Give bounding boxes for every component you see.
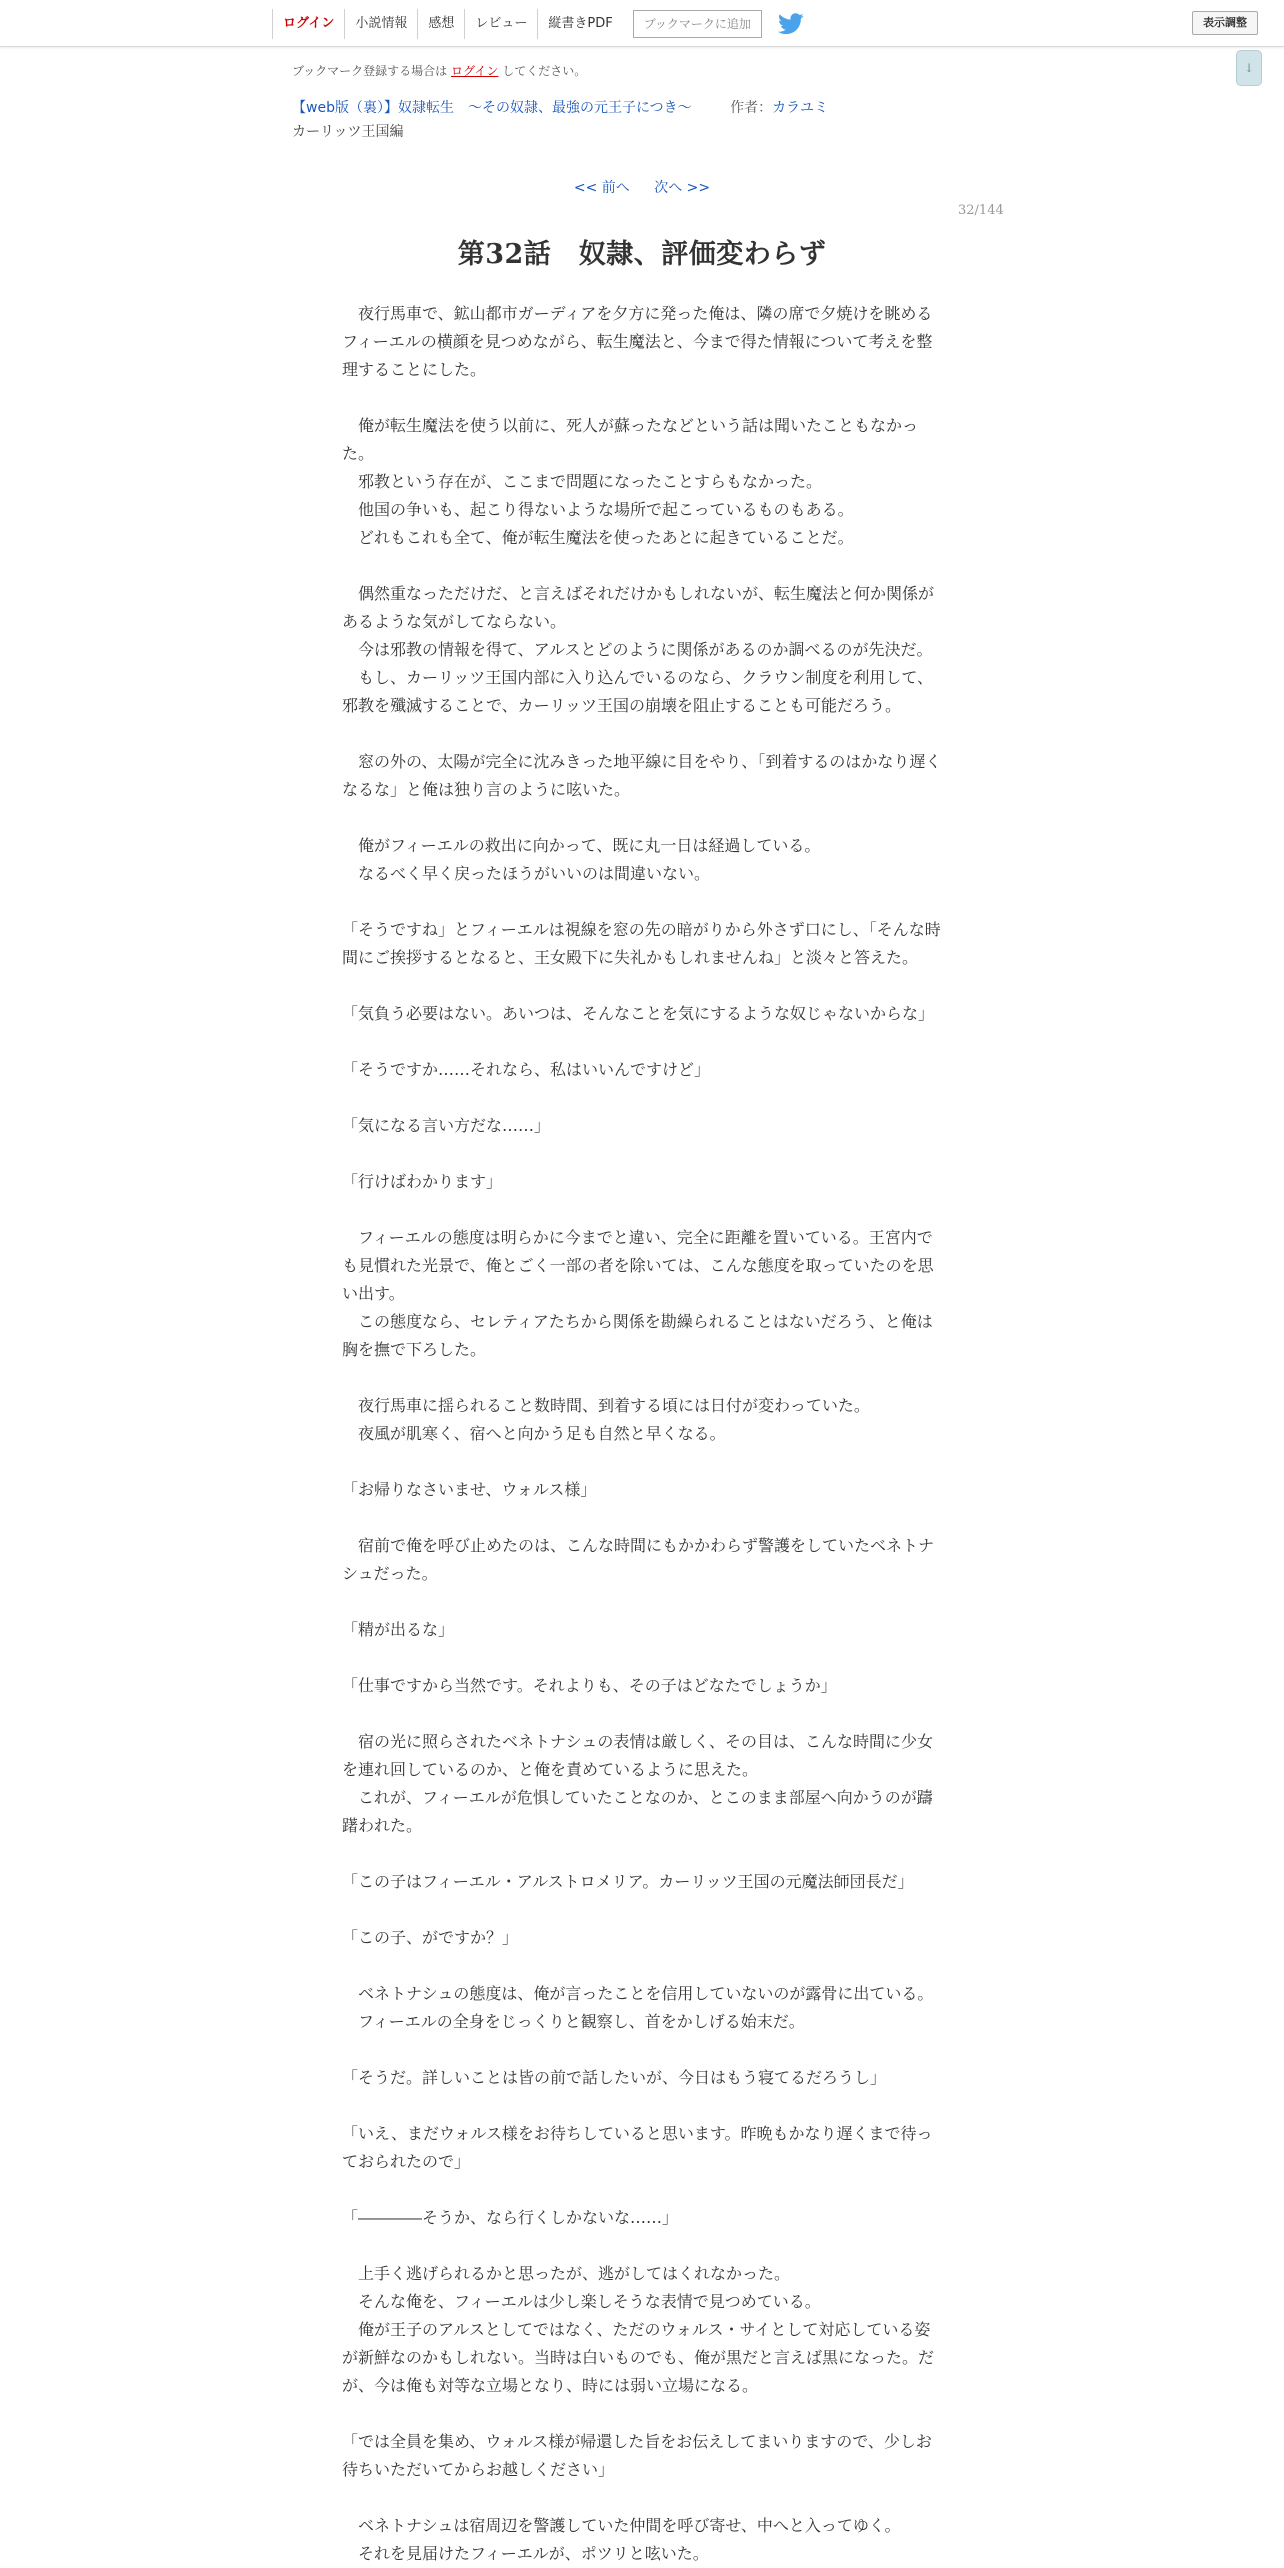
bookmark-note-prefix: ブックマーク登録する場合は bbox=[292, 64, 448, 78]
chapter-name: カーリッツ王国編 bbox=[292, 124, 404, 140]
blank-line bbox=[342, 2176, 942, 2204]
blank-line bbox=[342, 384, 942, 412]
blank-line bbox=[342, 1140, 942, 1168]
blank-line bbox=[342, 1084, 942, 1112]
blank-line bbox=[342, 2484, 942, 2512]
blank-line bbox=[342, 1700, 942, 1728]
episode-title: 第32話 奴隷、評価変わらず bbox=[457, 239, 827, 270]
body-paragraph: 夜行馬車で、鉱山都市ガーディアを夕方に発った俺は、隣の席で夕焼けを眺めるフィーエルの横顔を見つめながら、転生魔法と、今まで得た情報について考えを整理することにした。 bbox=[342, 304, 933, 379]
body-paragraph: 宿前で俺を呼び止めたのは、こんな時間にもかかわらず警護をしていたベネトナシュだった。 bbox=[342, 1536, 935, 1583]
blank-line bbox=[342, 972, 942, 1000]
main-nav bbox=[272, 9, 804, 39]
blank-line bbox=[342, 1364, 942, 1392]
blank-line bbox=[342, 1840, 942, 1868]
body-paragraph: 「そうですね」とフィーエルは視線を窓の先の暗がりから外さず口にし、「そんな時間にご挨拶するとなると、王女殿下に失礼かもしれませんね」と淡々と答えた。 bbox=[342, 920, 941, 967]
prev-page-link[interactable]: << 前へ bbox=[573, 180, 630, 196]
body-paragraph: 上手く逃げられるかと思ったが、逃がしてはくれなかった。 bbox=[342, 2264, 791, 2283]
body-paragraph: 偶然重なっただけだ、と言えばそれだけかもしれないが、転生魔法と何か関係があるような気がしてならない。 bbox=[342, 584, 935, 631]
body-paragraph: 「気負う必要はない。あいつは、そんなことを気にするような奴じゃないからな」 bbox=[342, 1004, 935, 1023]
body-paragraph: 「この子、がですか？」 bbox=[342, 1928, 519, 1947]
body-paragraph: 「精が出るな」 bbox=[342, 1620, 455, 1639]
novel-body bbox=[342, 300, 942, 2568]
novel-info-line bbox=[292, 97, 828, 117]
body-paragraph: 「――――そうか、なら行くしかないな……」 bbox=[342, 2208, 679, 2227]
body-paragraph: フィーエルの態度は明らかに今までと違い、完全に距離を置いている。王宮内でも見慣れた光景で、俺とごく一部の者を除いては、こんな態度を取っていたのを思い出す。 bbox=[342, 1228, 934, 1303]
body-paragraph: フィーエルの全身をじっくりと観察し、首をかしげる始末だ。 bbox=[342, 2012, 805, 2031]
bookmark-note-login-link[interactable]: ログイン bbox=[451, 64, 499, 78]
body-paragraph: 「行けばわかります」 bbox=[342, 1172, 503, 1191]
scroll-down-arrow-icon[interactable]: ↓ bbox=[1236, 50, 1262, 86]
blank-line bbox=[342, 1952, 942, 1980]
nav-novel-info-link[interactable]: 小説情報 bbox=[344, 9, 417, 39]
body-paragraph: 俺がフィーエルの救出に向かって、既に丸一日は経過している。 bbox=[342, 836, 821, 855]
body-paragraph: 邪教という存在が、ここまで問題になったことすらもなかった。 bbox=[342, 472, 823, 491]
blank-line bbox=[342, 804, 942, 832]
body-paragraph: それを見届けたフィーエルが、ポツリと呟いた。 bbox=[342, 2544, 709, 2563]
nav-login-link[interactable]: ログイン bbox=[272, 9, 344, 39]
blank-line bbox=[342, 1896, 942, 1924]
twitter-bird-icon[interactable] bbox=[778, 13, 804, 35]
next-page-link[interactable]: 次へ >> bbox=[654, 180, 711, 196]
blank-line bbox=[342, 2092, 942, 2120]
body-paragraph: 「いえ、まだウォルス様をお待ちしていると思います。昨晩もかなり遅くまで待っておられたので」 bbox=[342, 2124, 933, 2171]
body-paragraph: どれもこれも全て、俺が転生魔法を使ったあとに起きていることだ。 bbox=[342, 528, 854, 547]
body-paragraph: 「気になる言い方だな……」 bbox=[342, 1116, 551, 1135]
add-bookmark-button[interactable]: ブックマークに追加 bbox=[633, 10, 762, 38]
body-paragraph: 「では全員を集め、ウォルス様が帰還した旨をお伝えしてまいりますので、少しお待ちいただいてからお越しください」 bbox=[342, 2432, 932, 2479]
blank-line bbox=[342, 888, 942, 916]
body-paragraph: そんな俺を、フィーエルは少し楽しそうな表情で見つめている。 bbox=[342, 2292, 821, 2311]
body-paragraph: 俺が転生魔法を使う以前に、死人が蘇ったなどという話は聞いたこともなかった。 bbox=[342, 416, 919, 463]
blank-line bbox=[342, 552, 942, 580]
body-paragraph: 俺が王子のアルスとしてではなく、ただのウォルス・サイとして対応している姿が新鮮なのかもしれない。当時は白いものでも、俺が黒だと言えば黒になった。だが、今は俺も対等な立場となり、時には弱い立場になる。 bbox=[342, 2320, 935, 2395]
blank-line bbox=[342, 1644, 942, 1672]
blank-line bbox=[342, 1196, 942, 1224]
blank-line bbox=[342, 1588, 942, 1616]
body-paragraph: 夜行馬車に揺られること数時間、到着する頃には日付が変わっていた。 bbox=[342, 1396, 870, 1415]
body-paragraph: これが、フィーエルが危惧していたことなのか、とこのまま部屋へ向かうのが躊躇われた。 bbox=[342, 1788, 933, 1835]
body-paragraph: ベネトナシュの態度は、俺が言ったことを信用していないのが露骨に出ている。 bbox=[342, 1984, 934, 2003]
body-paragraph: なるべく早く戻ったほうがいいのは間違いない。 bbox=[342, 864, 711, 883]
body-paragraph: 「仕事ですから当然です。それよりも、その子はどなたでしょうか」 bbox=[342, 1676, 837, 1695]
body-paragraph: この態度なら、セレティアたちから関係を勘繰られることはないだろう、と俺は胸を撫で下ろした。 bbox=[342, 1312, 933, 1359]
body-paragraph: 夜風が肌寒く、宿へと向かう足も自然と早くなる。 bbox=[342, 1424, 726, 1443]
nav-impression-link[interactable]: 感想 bbox=[417, 9, 464, 39]
page-count: 32/144 bbox=[958, 203, 1004, 218]
nav-review-link[interactable]: レビュー bbox=[464, 9, 537, 39]
blank-line bbox=[342, 2232, 942, 2260]
author-label: 作者： bbox=[730, 100, 773, 116]
body-paragraph: 「お帰りなさいませ、ウォルス様」 bbox=[342, 1480, 597, 1499]
body-paragraph: 今は邪教の情報を得て、アルスとどのように関係があるのか調べるのが先決だ。 bbox=[342, 640, 933, 659]
nav-pdf-link[interactable]: 縦書きPDF bbox=[537, 9, 622, 39]
body-paragraph: 他国の争いも、起こり得ないような場所で起こっているものもある。 bbox=[342, 500, 854, 519]
bookmark-login-note bbox=[292, 62, 586, 79]
blank-line bbox=[342, 1028, 942, 1056]
top-navigation-bar bbox=[0, 0, 1284, 47]
body-paragraph: 「この子はフィーエル・アルストロメリア。カーリッツ王国の元魔法師団長だ」 bbox=[342, 1872, 914, 1891]
author-link[interactable]: カラユミ bbox=[772, 100, 829, 116]
body-paragraph: 「そうだ。詳しいことは皆の前で話したいが、今日はもう寝てるだろうし」 bbox=[342, 2068, 887, 2087]
blank-line bbox=[342, 2400, 942, 2428]
body-paragraph: 「そうですか……それなら、私はいいんですけど」 bbox=[342, 1060, 711, 1079]
blank-line bbox=[342, 2036, 942, 2064]
novel-title-link[interactable]: 【web版（裏）】奴隷転生 ～その奴隷、最強の元王子につき～ bbox=[292, 100, 692, 116]
bookmark-note-suffix: してください。 bbox=[502, 64, 587, 78]
blank-line bbox=[342, 720, 942, 748]
body-paragraph: ベネトナシュは宿周辺を警護していた仲間を呼び寄せ、中へと入ってゆく。 bbox=[342, 2516, 901, 2535]
display-settings-button[interactable]: 表示調整 bbox=[1192, 11, 1258, 35]
pager bbox=[0, 177, 1284, 197]
blank-line bbox=[342, 1448, 942, 1476]
body-paragraph: 窓の外の、太陽が完全に沈みきった地平線に目をやり、「到着するのはかなり遅くなるな」と俺は独り言のように呟いた。 bbox=[342, 752, 942, 799]
blank-line bbox=[342, 1504, 942, 1532]
body-paragraph: 宿の光に照らされたベネトナシュの表情は厳しく、その目は、こんな時間に少女を連れ回しているのか、と俺を責めているように思えた。 bbox=[342, 1732, 934, 1779]
body-paragraph: もし、カーリッツ王国内部に入り込んでいるのなら、クラウン制度を利用して、邪教を殲滅することで、カーリッツ王国の崩壊を阻止することも可能だろう。 bbox=[342, 668, 934, 715]
